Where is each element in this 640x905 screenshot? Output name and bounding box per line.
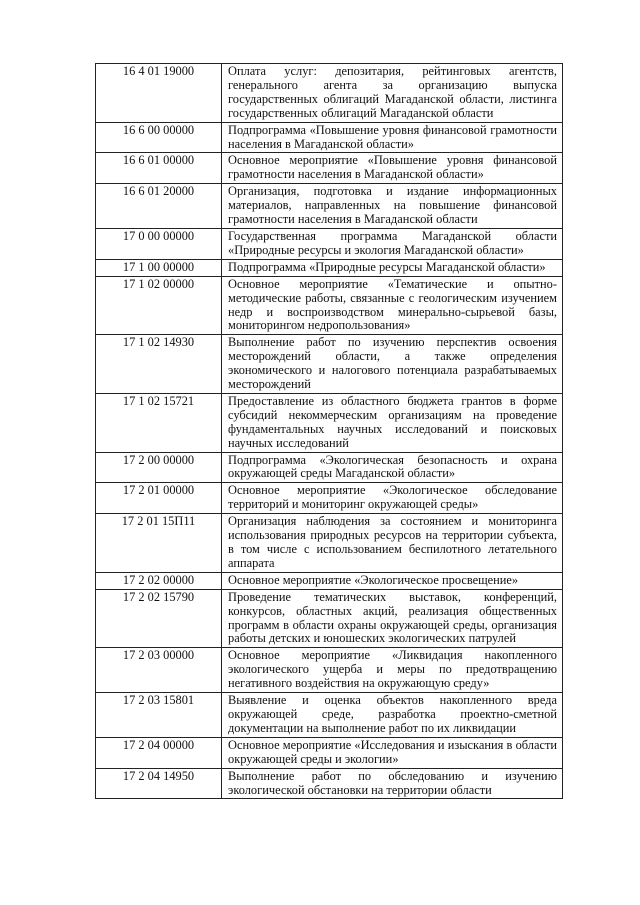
classification-code: 17 2 00 00000 [96, 452, 222, 483]
classification-code: 17 2 02 15790 [96, 589, 222, 648]
classification-code: 17 1 02 15721 [96, 393, 222, 452]
classification-code: 17 2 02 00000 [96, 572, 222, 589]
table-row [96, 276, 563, 335]
classification-code: 17 1 00 00000 [96, 259, 222, 276]
item-description: Основное мероприятие «Повышение уровня финансовой грамотности населения в Магаданской области» [222, 153, 563, 184]
budget-classification-table [95, 63, 563, 799]
item-description: Подпрограмма «Повышение уровня финансовой грамотности населения в Магаданской области» [222, 122, 563, 153]
item-description: Организация наблюдения за состоянием и мониторинга использования природных ресурсов на территории субъекта, в том числе с использованием беспилотного летательного аппарата [222, 514, 563, 573]
table-row [96, 514, 563, 573]
item-description: Подпрограмма «Природные ресурсы Магаданской области» [222, 259, 563, 276]
classification-code: 17 2 04 14950 [96, 768, 222, 799]
classification-code: 16 6 01 00000 [96, 153, 222, 184]
classification-code: 16 4 01 19000 [96, 64, 222, 123]
classification-code: 17 1 02 14930 [96, 335, 222, 394]
classification-code: 17 1 02 00000 [96, 276, 222, 335]
table-row [96, 648, 563, 693]
classification-code: 16 6 01 20000 [96, 184, 222, 229]
item-description: Выявление и оценка объектов накопленного вреда окружающей среде, разработка проектно-сметной документации на выполнение работ по их ликвидации [222, 693, 563, 738]
table-row [96, 228, 563, 259]
table-row [96, 483, 563, 514]
classification-code: 17 2 01 00000 [96, 483, 222, 514]
classification-code: 17 2 03 15801 [96, 693, 222, 738]
table-row [96, 153, 563, 184]
item-description: Подпрограмма «Экологическая безопасность и охрана окружающей среды Магаданской области» [222, 452, 563, 483]
item-description: Основное мероприятие «Исследования и изыскания в области окружающей среды и экологии» [222, 737, 563, 768]
item-description: Основное мероприятие «Ликвидация накопленного экологического ущерба и меры по предотвращению негативного воздействия на окружающую среду» [222, 648, 563, 693]
classification-code: 17 0 00 00000 [96, 228, 222, 259]
table-row [96, 768, 563, 799]
classification-code: 17 2 04 00000 [96, 737, 222, 768]
table-row [96, 184, 563, 229]
item-description: Государственная программа Магаданской области «Природные ресурсы и экология Магаданской области» [222, 228, 563, 259]
item-description: Основное мероприятие «Экологическое просвещение» [222, 572, 563, 589]
table-row [96, 259, 563, 276]
item-description: Выполнение работ по изучению перспектив освоения месторождений области, а также определения экономического и налогового потенциала разрабатываемых месторождений [222, 335, 563, 394]
table-row [96, 335, 563, 394]
item-description: Предоставление из областного бюджета грантов в форме субсидий некоммерческим организациям на проведение фундаментальных научных исследований и поисковых научных исследований [222, 393, 563, 452]
table-row [96, 572, 563, 589]
item-description: Выполнение работ по обследованию и изучению экологической обстановки на территории области [222, 768, 563, 799]
table-row [96, 64, 563, 123]
item-description: Основное мероприятие «Тематические и опытно-методические работы, связанные с геологическим изучением недр и воспроизводством минерально-сырьевой базы, мониторингом недропользования» [222, 276, 563, 335]
classification-code: 17 2 01 15П11 [96, 514, 222, 573]
table-body [96, 64, 563, 799]
table-row [96, 122, 563, 153]
table-row [96, 393, 563, 452]
table-row [96, 589, 563, 648]
item-description: Оплата услуг: депозитария, рейтинговых агентств, генерального агента за организацию выпуска государственных облигаций Магаданской области, листинга государственных облигаций Магаданской области [222, 64, 563, 123]
table-row [96, 737, 563, 768]
classification-code: 16 6 00 00000 [96, 122, 222, 153]
item-description: Проведение тематических выставок, конференций, конкурсов, областных акций, реализация общественных программ в области охраны окружающей среды, организация работы детских и юношеских экологических патрулей [222, 589, 563, 648]
item-description: Основное мероприятие «Экологическое обследование территорий и мониторинг окружающей среды» [222, 483, 563, 514]
table-row [96, 693, 563, 738]
table-row [96, 452, 563, 483]
classification-code: 17 2 03 00000 [96, 648, 222, 693]
item-description: Организация, подготовка и издание информационных материалов, направленных на повышение финансовой грамотности населения в Магаданской области [222, 184, 563, 229]
